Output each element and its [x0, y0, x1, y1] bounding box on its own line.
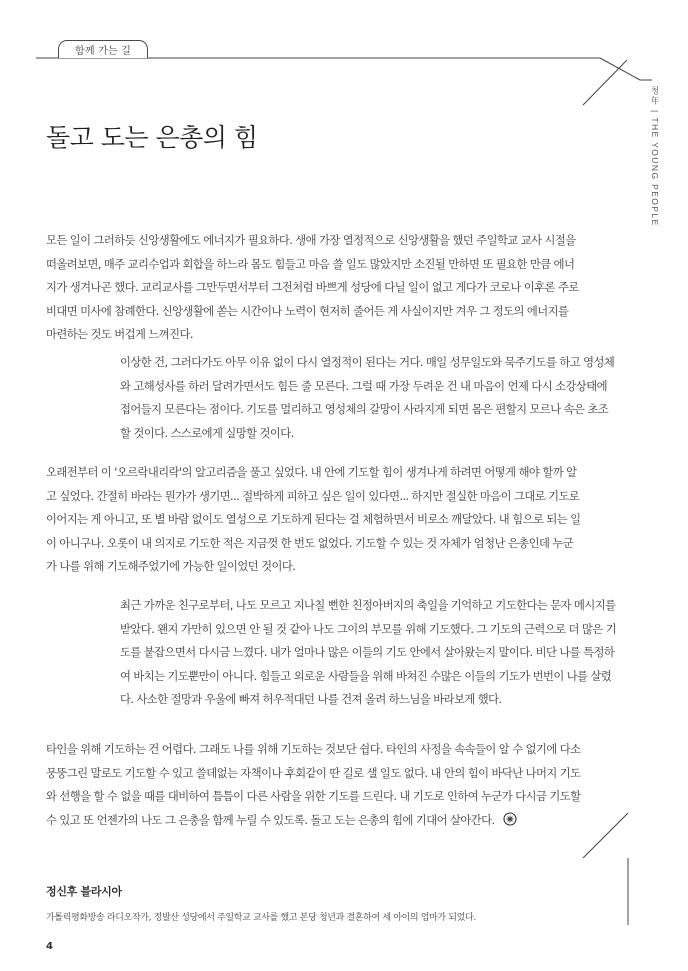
side-label: [647, 86, 661, 227]
page-number: 4: [46, 941, 53, 952]
side-label-divider: |: [650, 109, 660, 114]
article-title: 돌고 도는 은총의 힘: [46, 123, 258, 152]
article-paragraph-2: 이상한 건, 그러다가도 아무 이유 없이 다시 열정적이 된다는 거다. 매일 성무일도와 묵주기도를 하고 영성체와 고해성사를 하러 달려가면서도 힘든 줄 모른다. 그럴 때 가장 두려운 건 내 마음이 언제 다시 소강상태에 접어들지 모른다는 점이다. 기도를 멀리하고 영성체의 갈망이 사라지게 되면 몸은 편할지 모르나 속은 초조할 것이다. 스스로에게 실망할 것이다.: [120, 356, 615, 440]
side-label-en: THE YOUNG PEOPLE: [650, 117, 660, 227]
article-paragraph-3: 오래전부터 이 '오르락내리락'의 알고리즘을 풀고 싶었다. 내 안에 기도할 힘이 생겨나게 하려면 어떻게 해야 할까 알고 싶었다. 간절히 바라는 뭔가가 생기면... 절박하게 피하고 싶은 일이 있다면... 하지만 절실한 마음이 그대로 기도로 이어지는 게 아니고, 또 별 바람 없이도 열성으로 기도하게 된다는 걸 체험하면서 비로소 깨달았다. 내 힘으로 되는 일이 아니구나. 오롯이 내 의지로 기도한 적은 지금껏 한 번도 없었다. 기도할 수 있는 것 자체가 엄청난 은총인데 누군가 나를 위해 기도해주었기에 가능한 일이었던 것이다.: [46, 466, 581, 573]
church-emblem-icon: [503, 812, 517, 826]
author-bio: 가톨릭평화방송 라디오작가, 정발산 성당에서 주일학교 교사를 했고 본당 청년과 결혼하여 세 아이의 엄마가 되었다.: [46, 913, 476, 923]
author-name: 정신후 블라시아: [46, 885, 122, 898]
article-paragraph-1: 모든 일이 그러하듯 신앙생활에도 에너지가 필요하다. 생애 가장 열정적으로 신앙생활을 했던 주일학교 교사 시절을 떠올려보면, 매주 교리수업과 회합을 하느라 몸도 힘들고 마음 쓸 일도 많았지만 소진될 만하면 또 필요한 만큼 에너지가 생겨나곤 했다. 교리교사를 그만두면서부터 그전처럼 바쁘게 성당에 다닐 일이 없고 게다가 코로나 이후론 주로 비대면 미사에 참례한다. 신앙생활에 쏟는 시간이나 노력이 현저히 줄어든 게 사실이지만 겨우 그 정도의 에너지를 마련하는 것도 버겁게 느껴진다.: [46, 234, 579, 341]
section-label: 함께 가는 길: [74, 46, 132, 57]
article-paragraph-5: [46, 738, 581, 832]
side-label-kr: 청年: [650, 86, 660, 106]
article-paragraph-4: 최근 가까운 친구로부터, 나도 모르고 지나칠 뻔한 친정아버지의 축일을 기억하고 기도한다는 문자 메시지를 받았다. 왠지 가만히 있으면 안 될 것 같아 나도 그이의 부모를 위해 기도했다. 그 기도의 근력으로 더 많은 기도를 붙잡으면서 다시금 느꼈다. 내가 얼마나 많은 이들의 기도 안에서 살아왔는지 말이다. 비단 나를 특정하여 바치는 기도뿐만이 아니다. 힘들고 외로운 사람들을 위해 바쳐진 수많은 이들의 기도가 번번이 나를 살렸다. 사소한 절망과 우울에 빠져 허우적대던 나를 건져 올려 하느님을 바라보게 했다.: [120, 599, 617, 706]
article-paragraph-5-text: 타인을 위해 기도하는 건 어렵다. 그래도 나를 위해 기도하는 것보단 쉽다. 타인의 사정을 속속들이 알 수 없기에 다소 뭉뚱그린 말로도 기도할 수 있고 쓸데없는 자책이나 후회같이 딴 길로 샐 일도 없다. 내 안의 힘이 바닥난 나머지 기도와 선행을 할 수 없을 때를 대비하여 틈틈이 다른 사람을 위한 기도를 드린다. 내 기도로 인하여 누군가 다시금 기도할 수 있고 또 언젠가의 나도 그 은총을 함께 누릴 수 있도록. 돌고 도는 은총의 힘에 기대어 살아간다.: [46, 743, 581, 827]
